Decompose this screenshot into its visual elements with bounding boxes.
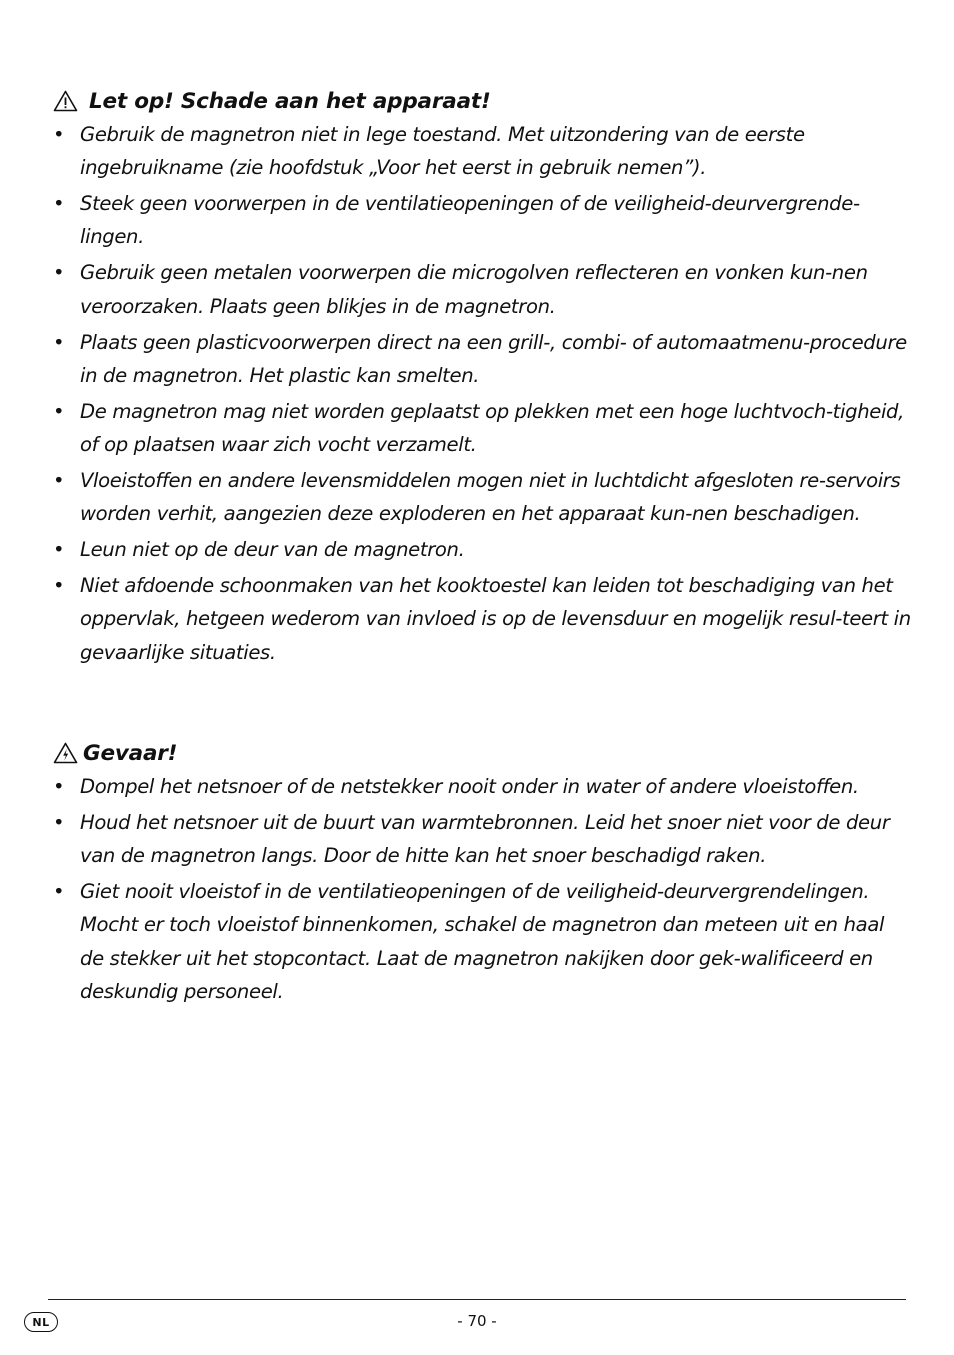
warning-triangle-icon: [53, 90, 78, 112]
list-item: • Dompel het netsnoer of de netstekker nooit onder in water of andere vloeistoffen.: [53, 775, 859, 798]
language-badge: NL: [24, 1312, 58, 1332]
page-number: - 70 -: [457, 1312, 497, 1330]
high-voltage-warning-icon: [53, 742, 78, 764]
damage-warning-list: [52, 118, 912, 669]
list-item: • Gebruik geen metalen voorwerpen die microgolven reflecteren en vonken kun-nen veroorzaken. Plaats geen blikjes in de magnetron.: [53, 261, 868, 318]
list-item: • Plaats geen plasticvoorwerpen direct na een grill-, combi- of automaatmenu-procedure in de magnetron. Het plastic kan smelten.: [53, 330, 907, 387]
danger-title: Gevaar!: [83, 740, 178, 766]
list-item: • Niet afdoende schoonmaken van het kooktoestel kan leiden tot beschadiging van het oppervlak, hetgeen wederom van invloed is op de levensduur en mogelijk resul-teert in gevaarlijke situaties.: [53, 574, 911, 664]
list-item: • Gebruik de magnetron niet in lege toestand. Met uitzondering van de eerste ingebruikname (zie hoofdstuk „Voor het eerst in gebruik nemen”).: [53, 123, 805, 180]
damage-warning-section: [52, 84, 912, 672]
list-item: • Giet nooit vloeistof in de ventilatieopeningen of de veiligheid-deurvergrendelingen. Mocht er toch vloeistof binnenkomen, schakel de magnetron dan meteen uit en haal de stekker uit het stopcontact. Laat de magnetron nakijken door gek-walificeerd en deskundig personeel.: [53, 880, 885, 1003]
footer-divider: [48, 1299, 906, 1300]
danger-section: [52, 736, 912, 1011]
list-item: • Vloeistoffen en andere levensmiddelen mogen niet in luchtdicht afgesloten re-servoirs worden verhit, aangezien deze exploderen en het apparaat kun-nen beschadigen.: [53, 469, 901, 526]
list-item: • De magnetron mag niet worden geplaatst op plekken met een hoge luchtvoch-tigheid, of op plaatsen waar zich vocht verzamelt.: [53, 399, 905, 457]
damage-warning-title: Let op! Schade aan het apparaat!: [89, 88, 491, 114]
list-item: • Houd het netsnoer uit de buurt van warmtebronnen. Leid het snoer niet voor de deur van de magnetron langs. Door de hitte kan het snoer beschadigd raken.: [53, 811, 890, 868]
list-item: • Leun niet op de deur van de magnetron.: [53, 538, 465, 562]
list-item: • Steek geen voorwerpen in de ventilatieopeningen of de veiligheid-deurvergrende-lingen.: [53, 192, 860, 249]
danger-heading: [52, 736, 912, 770]
damage-warning-heading: [52, 84, 912, 118]
danger-list: [52, 770, 912, 1008]
